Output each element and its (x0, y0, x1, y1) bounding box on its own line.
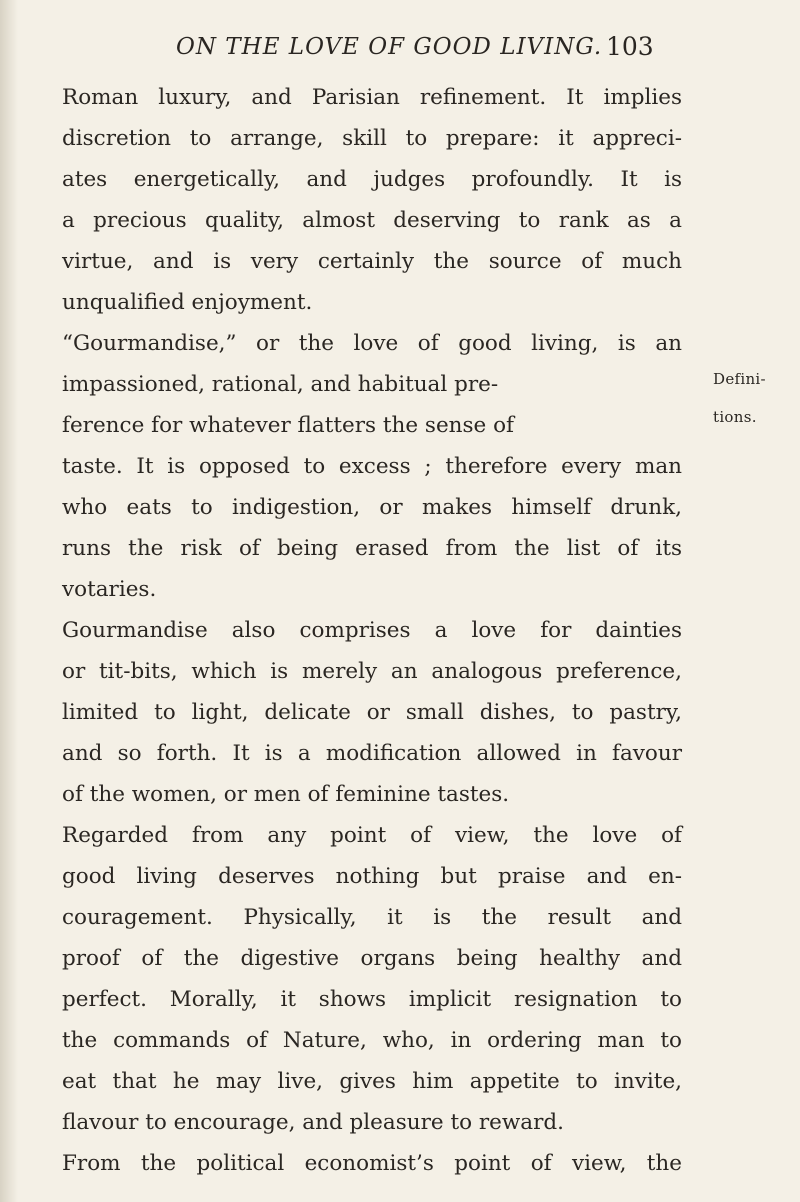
text-line: or tit-bits, which is merely an analogous preference, (62, 659, 682, 684)
text-line: “Gourmandise,” or the love of good living, is an (62, 331, 682, 356)
text-line: taste. It is opposed to excess ; therefore every man (62, 454, 682, 479)
text-line: a precious quality, almost deserving to rank as a (62, 208, 682, 233)
text-line: Roman luxury, and Parisian refinement. It implies (62, 85, 682, 110)
margin-note-line-2: tions. (713, 408, 757, 426)
text-line: good living deserves nothing but praise and en- (62, 864, 682, 889)
text-line: who eats to indigestion, or makes himself drunk, (62, 495, 682, 520)
book-gutter-shadow (0, 0, 18, 1202)
text-line: the commands of Nature, who, in ordering man to (62, 1028, 682, 1053)
text-line: and so forth. It is a modification allowed in favour (62, 741, 682, 766)
running-head-title: ON THE LOVE OF GOOD LIVING. (176, 34, 603, 60)
text-line: limited to light, delicate or small dishes, to pastry, (62, 700, 682, 725)
text-line: perfect. Morally, it shows implicit resignation to (62, 987, 682, 1012)
text-line: discretion to arrange, skill to prepare: it appreci- (62, 126, 682, 151)
text-line: couragement. Physically, it is the result and (62, 905, 682, 930)
text-line: ference for whatever flatters the sense of (62, 413, 515, 438)
text-line: votaries. (62, 577, 157, 602)
text-line: eat that he may live, gives him appetite to invite, (62, 1069, 682, 1094)
page-number: 103 (606, 32, 654, 61)
text-line: unqualified enjoyment. (62, 290, 313, 315)
text-line: Regarded from any point of view, the love of (62, 823, 682, 848)
running-head (176, 34, 656, 64)
margin-note-line-1: Defini- (713, 370, 766, 388)
text-line: virtue, and is very certainly the source of much (62, 249, 682, 274)
text-line: impassioned, rational, and habitual pre- (62, 372, 499, 397)
text-line: ates energetically, and judges profoundly. It is (62, 167, 682, 192)
text-line: runs the risk of being erased from the list of its (62, 536, 682, 561)
text-line: Gourmandise also comprises a love for dainties (62, 618, 682, 643)
text-line: of the women, or men of feminine tastes. (62, 782, 510, 807)
text-line: proof of the digestive organs being healthy and (62, 946, 682, 971)
text-line: From the political economist’s point of view, the (62, 1151, 682, 1176)
text-line: flavour to encourage, and pleasure to reward. (62, 1110, 564, 1135)
